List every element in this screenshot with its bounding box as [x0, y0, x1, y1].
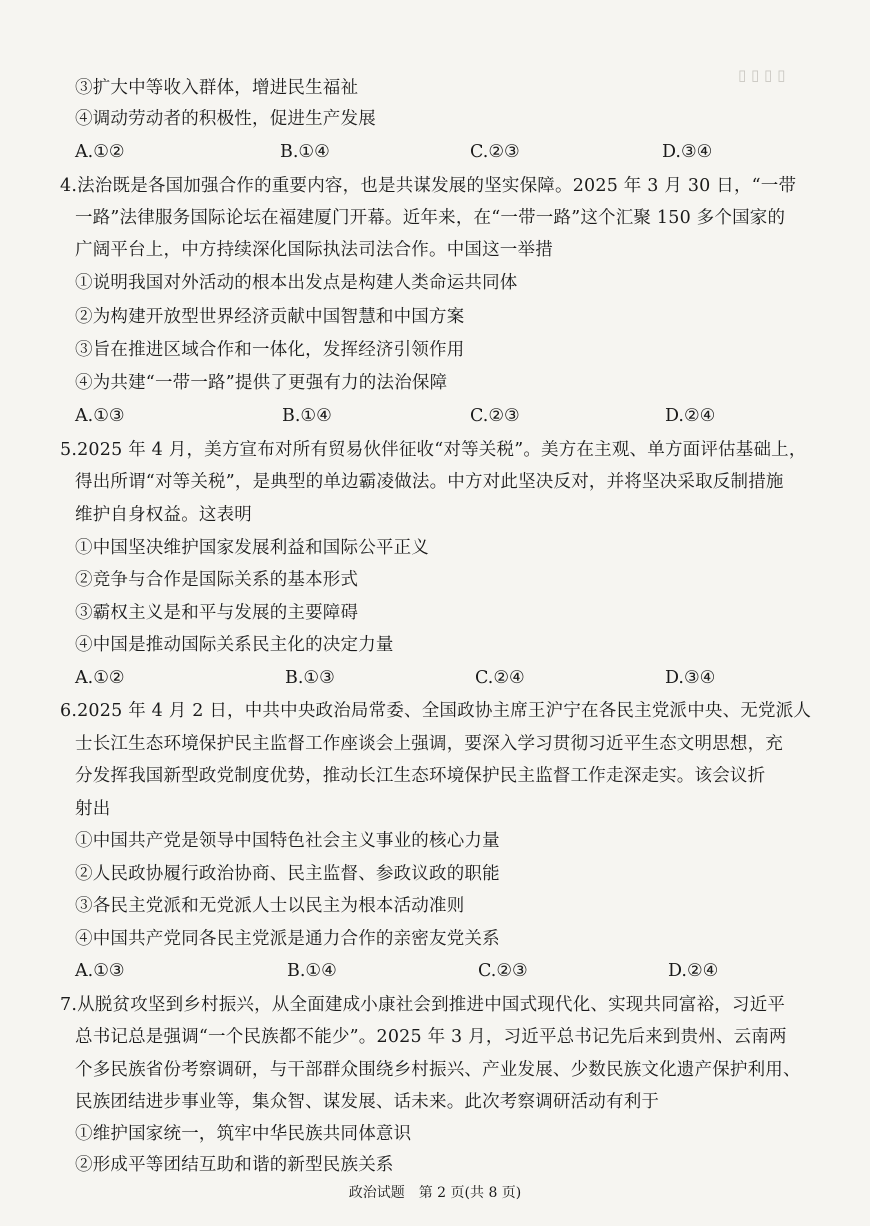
q3-option-a: A.①②: [75, 142, 125, 162]
q3-statement-3: ③扩大中等收入群体，增进民生福祉: [75, 78, 359, 98]
q5-stem-line-1: 5.2025 年 4 月，美方宣布对所有贸易伙伴征收“对等关税”。美方在主观、单方面评估基础上，: [60, 440, 807, 460]
q6-option-c: C.②③: [478, 961, 528, 981]
q7-stem-line-4: 民族团结进步事业等，集众智、谋发展、话未来。此次考察调研活动有利于: [75, 1092, 660, 1112]
q4-option-a: A.①③: [75, 406, 125, 426]
q7-statement-2: ②形成平等团结互助和谐的新型民族关系: [75, 1155, 394, 1175]
q6-stem-line-1: 6.2025 年 4 月 2 日，中共中央政治局常委、全国政协主席王沪宁在各民主党派中央、无党派人: [60, 701, 812, 721]
q3-option-b: B.①④: [280, 142, 330, 162]
q5-option-b: B.①③: [285, 668, 335, 688]
q5-option-a: A.①②: [75, 668, 125, 688]
q4-stem-line-2: 一路”法律服务国际论坛在福建厦门开幕。近年来，在“一带一路”这个汇聚 150 多个国家的: [75, 208, 786, 228]
q4-stem-line-3: 广阔平台上，中方持续深化国际执法司法合作。中国这一举措: [75, 240, 553, 260]
q7-stem-line-2: 总书记总是强调“一个民族都不能少”。2025 年 3 月，习近平总书记先后来到贵州、云南两: [75, 1027, 787, 1047]
q6-option-d: D.②④: [668, 961, 719, 981]
q4-statement-2: ②为构建开放型世界经济贡献中国智慧和中国方案: [75, 307, 465, 327]
q4-option-d: D.②④: [665, 406, 716, 426]
q6-statement-1: ①中国共产党是领导中国特色社会主义事业的核心力量: [75, 831, 500, 851]
page-footer: 政治试题 第 2 页(共 8 页): [348, 1185, 522, 1201]
q6-stem-line-4: 射出: [75, 799, 111, 819]
q5-stem-line-3: 维护自身权益。这表明: [75, 505, 252, 525]
q7-stem-line-1: 7.从脱贫攻坚到乡村振兴，从全面建成小康社会到推进中国式现代化、实现共同富裕，习近平: [60, 995, 786, 1015]
q3-statement-4: ④调动劳动者的积极性，促进生产发展: [75, 109, 376, 129]
q6-statement-4: ④中国共产党同各民主党派是通力合作的亲密友党关系: [75, 929, 500, 949]
q5-option-d: D.③④: [665, 668, 716, 688]
q6-statement-2: ②人民政协履行政治协商、民主监督、参政议政的职能: [75, 864, 500, 884]
q7-stem-line-3: 个多民族省份考察调研，与干部群众围绕乡村振兴、产业发展、少数民族文化遗产保护利用、: [75, 1060, 801, 1080]
q4-option-b: B.①④: [282, 406, 332, 426]
q4-option-c: C.②③: [470, 406, 520, 426]
q5-stem-line-2: 得出所谓“对等关税”，是典型的单边霸凌做法。中方对此坚决反对，并将坚决采取反制措施: [75, 472, 784, 492]
q4-statement-3: ③旨在推进区域合作和一体化，发挥经济引领作用: [75, 340, 465, 360]
q3-option-c: C.②③: [470, 142, 520, 162]
q5-option-c: C.②④: [475, 668, 525, 688]
q5-statement-1: ①中国坚决维护国家发展利益和国际公平正义: [75, 538, 429, 558]
q4-statement-1: ①说明我国对外活动的根本出发点是构建人类命运共同体: [75, 273, 518, 293]
q4-statement-4: ④为共建“一带一路”提供了更强有力的法治保障: [75, 373, 448, 393]
q6-stem-line-3: 分发挥我国新型政党制度优势，推动长江生态环境保护民主监督工作走深走实。该会议折: [75, 766, 766, 786]
bleed-through-mark: ▯ ▯ ▯ ▯: [738, 66, 786, 84]
q6-stem-line-2: 士长江生态环境保护民主监督工作座谈会上强调，要深入学习贯彻习近平生态文明思想，充: [75, 734, 783, 754]
q5-statement-4: ④中国是推动国际关系民主化的决定力量: [75, 635, 394, 655]
q6-option-b: B.①④: [287, 961, 337, 981]
q6-statement-3: ③各民主党派和无党派人士以民主为根本活动准则: [75, 896, 465, 916]
q5-statement-2: ②竞争与合作是国际关系的基本形式: [75, 570, 359, 590]
q4-stem-line-1: 4.法治既是各国加强合作的重要内容，也是共谋发展的坚实保障。2025 年 3 月 30 日，“一带: [60, 176, 797, 196]
q7-statement-1: ①维护国家统一，筑牢中华民族共同体意识: [75, 1124, 412, 1144]
q5-statement-3: ③霸权主义是和平与发展的主要障碍: [75, 603, 359, 623]
q6-option-a: A.①③: [75, 961, 125, 981]
q3-option-d: D.③④: [662, 142, 713, 162]
